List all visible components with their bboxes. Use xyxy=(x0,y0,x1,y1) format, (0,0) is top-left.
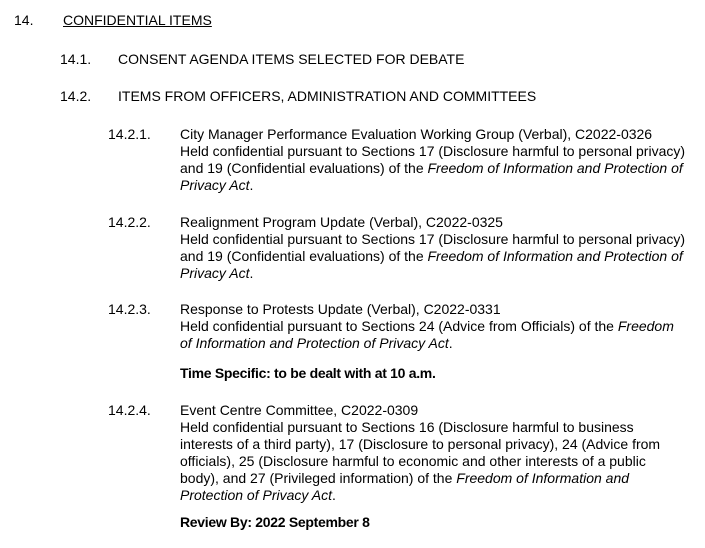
act-name: Freedom of Information and Protection of xyxy=(427,160,683,176)
act-name: Freedom xyxy=(617,318,674,334)
item-body-line: Held confidential pursuant to Sections 16 (Disclosure harmful to business xyxy=(180,419,634,435)
act-name: Freedom of Information and xyxy=(456,470,630,486)
item-body-text: . xyxy=(249,177,254,193)
item-body-line: interests of a third party), 17 (Disclosure to personal privacy), 24 (Advice from xyxy=(180,436,661,452)
item-body-line xyxy=(180,248,685,265)
item-body-text: . xyxy=(331,487,336,503)
item-body-text: . xyxy=(448,335,453,351)
act-name: Protection of Privacy Act xyxy=(180,487,332,503)
item-body-line xyxy=(180,160,685,177)
item-title: Event Centre Committee, C2022-0309 xyxy=(180,402,419,418)
act-name: Freedom of Information and Protection of xyxy=(427,248,683,264)
item-title: Realignment Program Update (Verbal), C2022-0325 xyxy=(180,214,503,230)
agenda-item xyxy=(180,402,660,504)
time-specific-note: Time Specific: to be dealt with at 10 a.m. xyxy=(180,365,436,381)
item-body-line: Held confidential pursuant to Sections 17 (Disclosure harmful to personal privacy) xyxy=(180,143,686,159)
item-body-text: and 19 (Confidential evaluations) of the xyxy=(180,160,428,176)
item-body-line xyxy=(180,177,685,194)
item-body-line: Held confidential pursuant to Sections 17 (Disclosure harmful to personal privacy) xyxy=(180,231,686,247)
item-title: City Manager Performance Evaluation Working Group (Verbal), C2022-0326 xyxy=(180,126,653,142)
subsection-title: ITEMS FROM OFFICERS, ADMINISTRATION AND COMMITTEES xyxy=(118,88,537,104)
act-name: of Information and Protection of Privacy Act xyxy=(180,335,449,351)
act-name: Privacy Act xyxy=(180,265,250,281)
section-number: 14. xyxy=(14,12,34,28)
item-number: 14.2.4. xyxy=(108,402,151,418)
subsection-title: CONSENT AGENDA ITEMS SELECTED FOR DEBATE xyxy=(118,51,465,67)
agenda-item xyxy=(180,301,674,352)
act-name: Privacy Act xyxy=(180,177,250,193)
agenda-item xyxy=(180,214,685,282)
item-body-line xyxy=(180,470,660,487)
item-body-line xyxy=(180,318,674,335)
item-body-line xyxy=(180,265,685,282)
item-number: 14.2.1. xyxy=(108,126,151,142)
subsection-number: 14.1. xyxy=(60,51,92,67)
item-body-text: Held confidential pursuant to Sections 24 (Advice from Officials) of the xyxy=(180,318,618,334)
subsection-number: 14.2. xyxy=(60,88,92,104)
item-body-text: and 19 (Confidential evaluations) of the xyxy=(180,248,428,264)
item-body-text: body), and 27 (Privileged information) of the xyxy=(180,470,457,486)
item-title: Response to Protests Update (Verbal), C2022-0331 xyxy=(180,301,501,317)
item-number: 14.2.2. xyxy=(108,214,151,230)
item-body-line xyxy=(180,487,660,504)
agenda-item xyxy=(180,126,685,194)
section-title: CONFIDENTIAL ITEMS xyxy=(63,12,212,28)
item-number: 14.2.3. xyxy=(108,301,151,317)
review-by-note: Review By: 2022 September 8 xyxy=(180,514,370,530)
item-body-line: officials), 25 (Disclosure harmful to economic and other interests of a public xyxy=(180,453,646,469)
item-body-line xyxy=(180,335,674,352)
item-body-text: . xyxy=(249,265,254,281)
